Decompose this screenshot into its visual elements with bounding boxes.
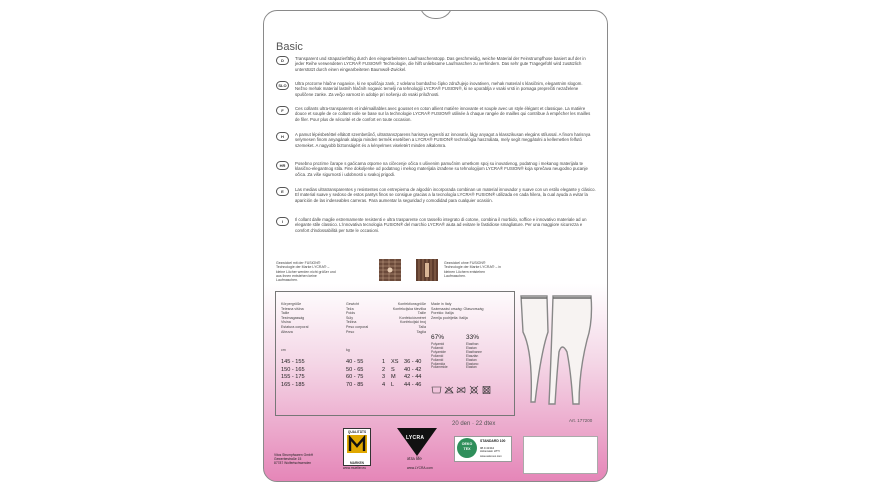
label-line: Taille (281, 311, 290, 316)
label-line: Elastan (466, 345, 477, 350)
label-line: Peso (346, 329, 355, 334)
packaging-card (263, 10, 608, 482)
lycra-tagline: xtra life (407, 456, 422, 461)
label-line: Konfekcijski broj (400, 320, 426, 325)
label-line: Visina (281, 320, 291, 325)
hang-hole (419, 10, 453, 19)
size-height: 155 - 175 (281, 374, 305, 380)
label-line: Telesna višina (281, 306, 304, 311)
label-line: Elastan (466, 357, 477, 362)
label-line: Gewicht (346, 302, 359, 306)
label-line: Súly (346, 315, 353, 320)
oeko-tex-label: OEKO TEX STANDARD 100 08.0.41344 Hohenstein HTTI www.oeko-tex.com (454, 436, 512, 462)
size-weight: 50 - 65 (346, 366, 364, 373)
qualitaets-marken-logo: QUALITÄTS MARKEN (343, 428, 371, 466)
label-line: Poliammide (431, 365, 448, 370)
language-block (276, 106, 596, 122)
mueller-url: www.mueller.eu (343, 466, 367, 470)
lycra-brand: LYCRA (406, 435, 425, 441)
size-height: 145 - 155 (281, 359, 305, 365)
label-line: Poids (346, 311, 355, 316)
language-block (276, 81, 596, 97)
language-code-badge: F (276, 106, 289, 115)
language-code-badge: I (276, 217, 289, 226)
label-line: Poliamid (431, 345, 444, 350)
label-line: Elastano (466, 361, 479, 366)
language-block (276, 161, 596, 177)
language-block (276, 132, 596, 148)
label-line: Elasthanne (466, 349, 482, 354)
polyamide-labels (431, 343, 448, 370)
height-labels (281, 302, 308, 334)
language-text: Ces collants ultra-transparents et indémaillables avec gousset en coton allient matière innovante et souple avec un style élégant et classique. La matière douce et souple de ce collant voile se base sur la technologie LYCRA® FUSION® utilisée à chaque rangée de mailles qui contribue à empêcher les mailles de filer. Pour plus de sécurité et de confort en toute occasion. (295, 106, 591, 122)
label-line: Talla (418, 324, 426, 329)
size-weight: 40 - 55 (346, 359, 364, 365)
lycra-url: www.LYCRA.com (407, 466, 433, 470)
tights-illustration (517, 292, 597, 412)
m-seal-icon (344, 434, 370, 456)
language-block (276, 56, 596, 72)
legend-with-fusion: Gezwickel mit der FUSION® Technologie der Marke LYCRA® – kleine Löcher werden nicht größer und aus ihnen entstehen keine Laufmaschen. (276, 261, 336, 283)
label-line: Teža (346, 306, 354, 311)
label-line: Poliamida (431, 361, 445, 366)
legend-without-fusion: Gezwickel ohne FUSION® Technologie der Marke LYCRA® – in kleinen Löchern entstehen Laufmaschen. (444, 261, 501, 278)
company-address (274, 453, 313, 465)
size-height: 165 - 185 (281, 381, 305, 388)
label-line: Gewerbestraße 15 (274, 457, 302, 461)
label-line: Polyamide (431, 349, 446, 354)
label-line: Taille (417, 311, 426, 316)
label-line: Taglia (416, 329, 426, 334)
label-line: Estatura corporal (281, 324, 309, 329)
label-line: Made in Italy (431, 302, 452, 306)
size-height: 150 - 165 (281, 366, 305, 373)
size-dress: 42 - 44 (404, 374, 422, 380)
language-text: Il collant dalle maglie estremamente resistenti e ultra trasparente con tassello integrato di cotone, combina il morbido, soffice e innovativo materiale ad un elegante stile classico. L'innovativa tecnologia FUSION® del marchio LYCRA® aiuta ad evitare le fastidiose smagliature. Per una maggiore sicurezza e comfort d'indossabilità per tutte le occasioni. (295, 217, 587, 233)
label-line: Težina (346, 320, 357, 325)
unit-kg: kg (346, 348, 350, 352)
size-dress: 40 - 42 (404, 366, 422, 373)
size-num: 2 (382, 366, 386, 373)
label-line: Elastan (466, 365, 477, 370)
weight-labels (346, 302, 368, 334)
article-number: Art. 177200 (569, 418, 593, 423)
size-num: 3 (382, 374, 386, 380)
size-weight: 70 - 85 (346, 381, 364, 388)
label-line: Poliamid (431, 353, 444, 358)
composition-elastane: 33% (466, 334, 480, 341)
label-line: Származási ország: Olaszország (431, 306, 484, 311)
label-line: Konfekciósméret (399, 315, 426, 320)
composition-polyamide: 67% (431, 334, 445, 341)
label-line: 87787 Wolfertschwenden (274, 461, 312, 465)
size-letter: M (391, 374, 396, 380)
size-dress: 44 - 46 (404, 381, 422, 388)
language-text: A pamut lépésbetéttel ellátott szembetűnő, ultratranszparens harisnya egyesíti az innovatív, lágy anyagot a klasszikusan elegáns stílussal. A finom harisnya selymesen finom anyagának alapja minden termék esetében a LYCRA® FUSION® technológia használata, mely segít meggátolni a kellemetlen felfutó szemeket. A nagyobb biztonságért és a kényelmes viseletért minden alkalomra. (295, 132, 591, 148)
size-num: 4 (382, 381, 386, 388)
label-line: Zemlja podrijetla: Italija (431, 315, 468, 320)
language-block (276, 187, 596, 203)
label-line: Testmagasság (281, 315, 305, 320)
denier-label: 20 den · 22 dtex (452, 421, 496, 427)
label-line: Porekio: Italija (431, 311, 454, 316)
label-line: Poliamid (431, 357, 444, 362)
size-chart (275, 291, 515, 416)
size-letter: S (391, 366, 395, 373)
label-line: Altezza (281, 329, 293, 334)
size-weight: 60 - 75 (346, 374, 364, 380)
language-text: Posebno prozirne čarape s gaćicama otporne na cičecenje očica s ušivenim pamučnim umetkom spoj su inovativnog, podatnog i mekanog materijala te klasično-elegantnog stila. Fine dokoljenke od podatnog i mekog materijala izrađene su tehnologijom LYCRA® FUSION® koja sprečava neugodno pucanje očica. Za više sigurnosti i udobnosti u svakoj prigodi. (295, 161, 588, 177)
wash-30-icon (432, 387, 441, 393)
elastane-labels (466, 343, 482, 370)
product-title: Basic (276, 41, 303, 53)
language-text: Ultra prozorne hlačne nogavice, ki ne spuščajo zank, z vdelano bombažno čipko združujejo inovativen, mehak material s klasičnim, elegantnim slogom. Nežno mehak material lastnih hlačnih nogavic temelji na tehnologiji LYCRA® FUSION®, ki se uporablja v vsaki vrsti in pomaga preprečiti nezaželene spuščene zanke. Za večjo varnost in udobje pri nošenju ob vsaki priložnosti. (295, 81, 583, 97)
label-line: Elasztán (466, 353, 479, 358)
origin-labels (431, 302, 484, 320)
barcode-area (523, 436, 598, 474)
size-letter: XS (391, 359, 399, 365)
label-line: Konfekcijska številka (392, 306, 426, 311)
language-code-badge: H (276, 132, 289, 141)
language-block (276, 217, 596, 233)
fabric-swatch-fusion (379, 259, 401, 281)
label-line: Konfektionsgröße (397, 302, 426, 306)
fusion-legend (276, 259, 596, 293)
label-line: Elasthan (466, 342, 479, 346)
label-line: Vitos Strumpfwaren GmbH (274, 453, 314, 457)
care-symbols (431, 385, 506, 395)
language-code-badge: SLO (276, 81, 289, 90)
size-dress: 36 - 40 (404, 359, 422, 365)
language-code-badge: HR (276, 161, 289, 170)
label-line: Körpergröße (281, 302, 302, 306)
size-letter: L (391, 381, 395, 388)
dress-labels (384, 302, 426, 334)
language-code-badge: D (276, 56, 289, 65)
language-code-badge: E (276, 187, 289, 196)
label-line: Peso corporal (346, 324, 369, 329)
fabric-swatch-no-fusion (416, 259, 438, 281)
language-text: Transparent und strapazierfähig durch den eingearbeiteten Laufmaschenstopp. Das geschmeidig, weiche Material der Feinstrumpfhose basiert auf der in jeder Reihe verwendeten LYCRA® FUSION® Technologie, die hilft unliebsame Laufmaschen zu verhindern. Das sehr gute Tragegefühl wird zusätzlich unterstützt durch einen eingearbeiteten Baumwoll-Zwickel. (295, 56, 586, 72)
size-num: 1 (382, 359, 386, 365)
language-text: Las medias ultratransparentes y resistentes con entrepierna de algodón incorporada combinan un material innovador y suave con un estilo elegante y clásico. El material suave y sedoso de estos pantys finos se consigue gracias a la tecnología LYCRA® FUSION® utilizada en cada hilera, la cual ayuda a evitar la aparición de las indeseables carreras. Para aumentar la seguridad y comodidad para cualquier ocasión. (295, 187, 596, 203)
label-line: Polyamid (431, 342, 445, 346)
unit-cm: cm (281, 348, 286, 352)
footer-logos (264, 423, 607, 481)
